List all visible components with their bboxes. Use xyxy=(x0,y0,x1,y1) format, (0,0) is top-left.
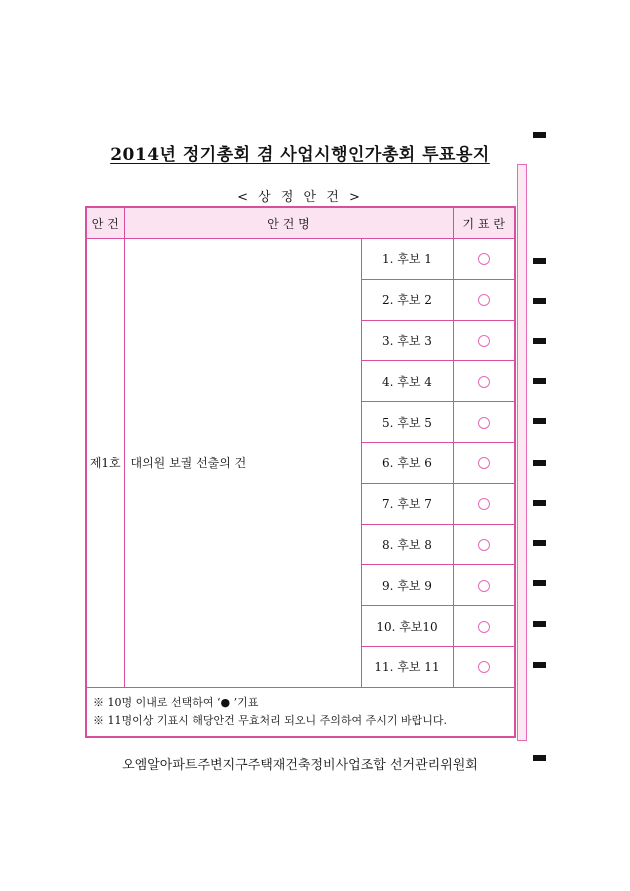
registration-mark xyxy=(533,132,546,138)
section-subtitle: < 상 정 안 건 > xyxy=(237,190,363,205)
vote-circle-icon[interactable] xyxy=(478,580,490,592)
candidate-label: 9. 후보 9 xyxy=(361,565,453,606)
agenda-number: 제1호 xyxy=(86,239,124,688)
committee-footer: 오엠알아파트주변지구주택재건축정비사업조합 선거관리위원회 xyxy=(122,758,478,773)
registration-mark xyxy=(533,662,546,668)
candidate-label: 10. 후보10 xyxy=(361,606,453,647)
registration-mark xyxy=(533,500,546,506)
candidate-label: 11. 후보 11 xyxy=(361,646,453,687)
vote-cell[interactable] xyxy=(453,239,515,280)
note-1: ※ 10명 이내로 선택하여 ‘● ’기표 xyxy=(93,695,259,709)
candidate-label: 5. 후보 5 xyxy=(361,402,453,443)
vote-circle-icon[interactable] xyxy=(478,253,490,265)
registration-mark xyxy=(533,298,546,304)
vote-cell[interactable] xyxy=(453,524,515,565)
vote-circle-icon[interactable] xyxy=(478,457,490,469)
note-2: ※ 11명이상 기표시 해당안건 무효처리 되오니 주의하여 주시기 바랍니다. xyxy=(93,713,447,727)
registration-mark xyxy=(533,258,546,264)
vote-cell[interactable] xyxy=(453,442,515,483)
vote-circle-icon[interactable] xyxy=(478,417,490,429)
vote-circle-icon[interactable] xyxy=(478,539,490,551)
vote-cell[interactable] xyxy=(453,279,515,320)
notes-cell xyxy=(86,687,515,736)
vote-circle-icon[interactable] xyxy=(478,621,490,633)
candidate-label: 3. 후보 3 xyxy=(361,320,453,361)
header-vote: 기 표 란 xyxy=(453,207,515,239)
registration-mark xyxy=(533,378,546,384)
vote-cell[interactable] xyxy=(453,565,515,606)
registration-mark xyxy=(533,621,546,627)
candidate-label: 6. 후보 6 xyxy=(361,442,453,483)
margin-strip xyxy=(517,164,527,741)
candidate-label: 7. 후보 7 xyxy=(361,483,453,524)
candidate-label: 4. 후보 4 xyxy=(361,361,453,402)
vote-cell[interactable] xyxy=(453,646,515,687)
vote-circle-icon[interactable] xyxy=(478,294,490,306)
vote-circle-icon[interactable] xyxy=(478,661,490,673)
vote-cell[interactable] xyxy=(453,483,515,524)
candidate-label: 1. 후보 1 xyxy=(361,239,453,280)
vote-circle-icon[interactable] xyxy=(478,335,490,347)
registration-mark xyxy=(533,338,546,344)
vote-cell[interactable] xyxy=(453,402,515,443)
header-agenda-no: 안 건 xyxy=(86,207,124,239)
agenda-title: 대의원 보궐 선출의 건 xyxy=(124,239,361,688)
registration-mark xyxy=(533,540,546,546)
candidate-label: 2. 후보 2 xyxy=(361,279,453,320)
vote-cell[interactable] xyxy=(453,606,515,647)
vote-circle-icon[interactable] xyxy=(478,376,490,388)
registration-mark xyxy=(533,418,546,424)
ballot-title: 2014년 정기총회 겸 사업시행인가총회 투표용지 xyxy=(110,145,490,165)
vote-cell[interactable] xyxy=(453,320,515,361)
vote-cell[interactable] xyxy=(453,361,515,402)
registration-mark xyxy=(533,460,546,466)
registration-mark xyxy=(533,580,546,586)
candidate-label: 8. 후보 8 xyxy=(361,524,453,565)
header-agenda-name: 안 건 명 xyxy=(124,207,453,239)
vote-circle-icon[interactable] xyxy=(478,498,490,510)
ballot-table xyxy=(85,206,516,738)
table-row xyxy=(86,239,515,280)
